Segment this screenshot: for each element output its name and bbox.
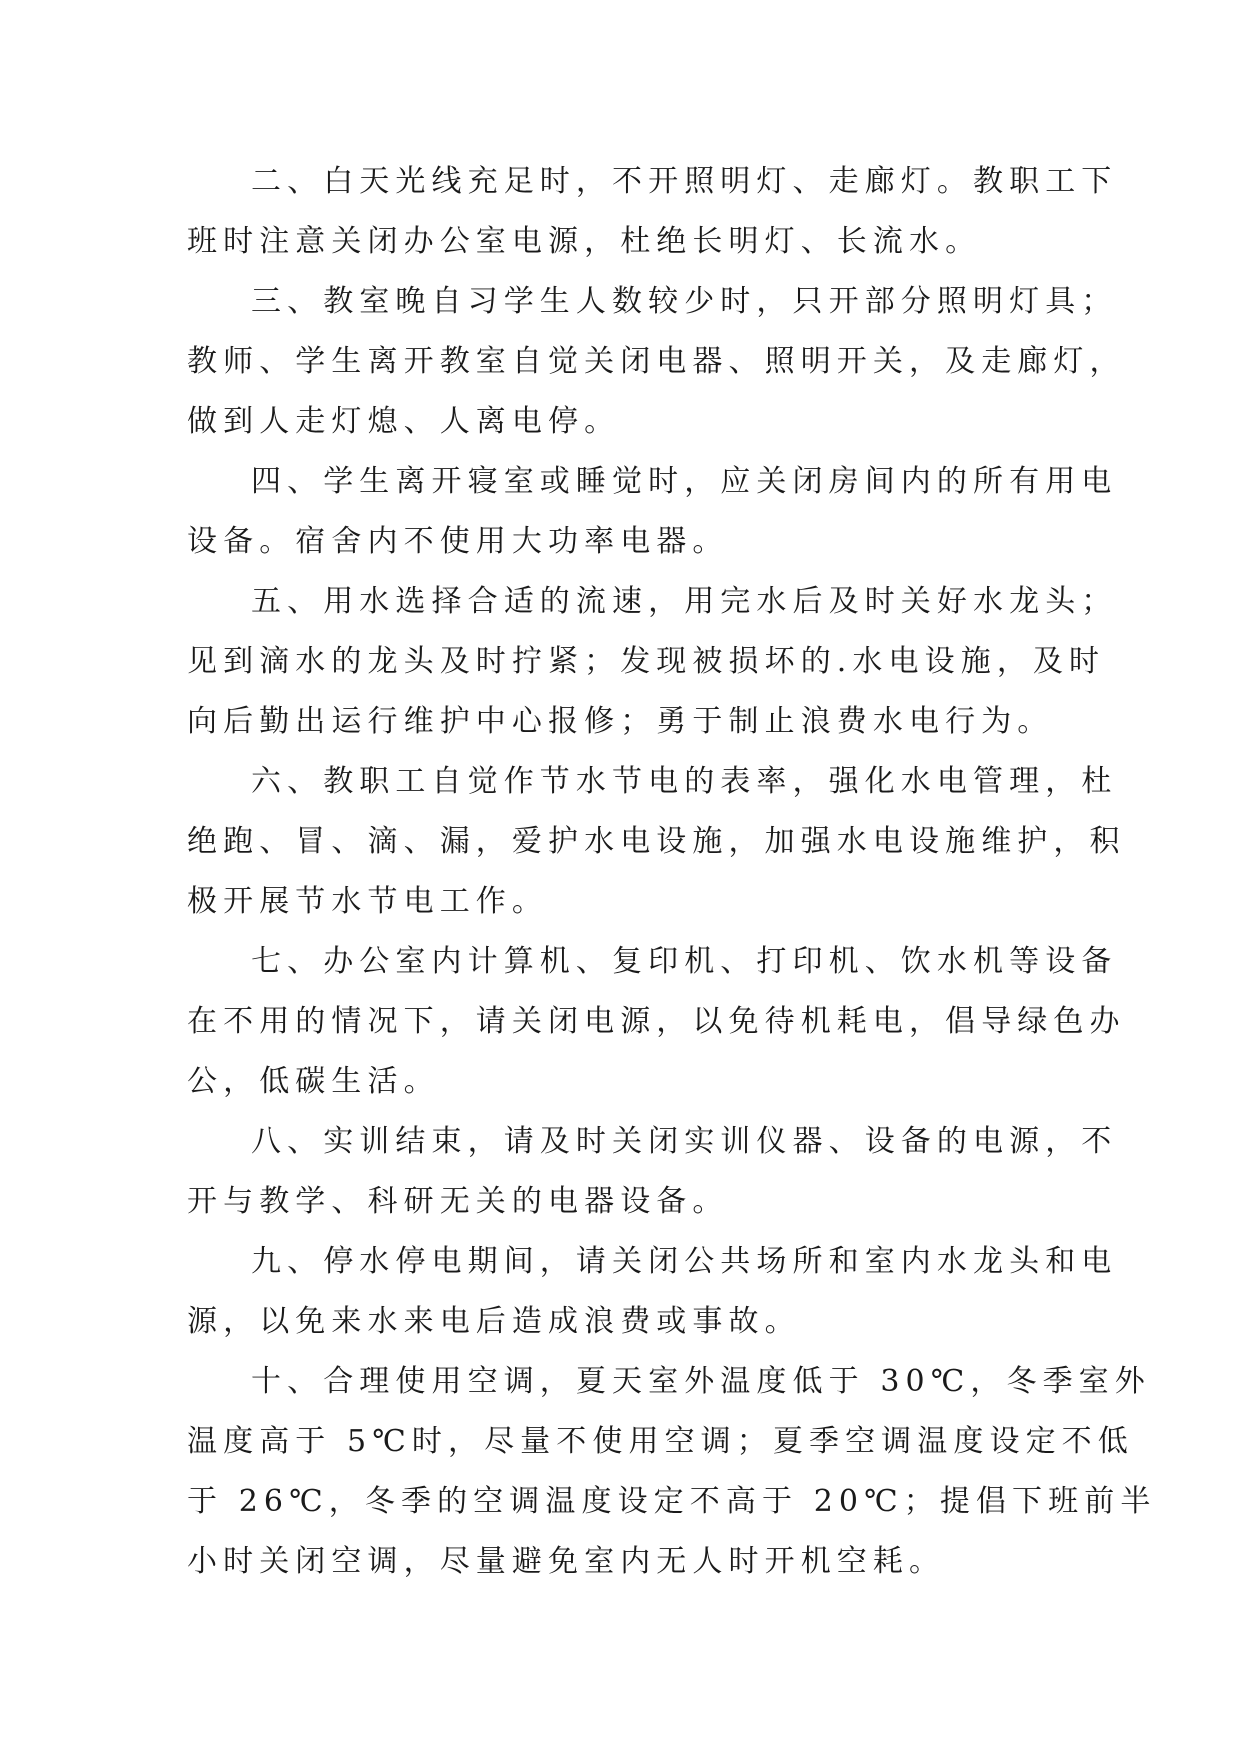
paragraph-3-line-2: 教师、学生离开教室自觉关闭电器、照明开关，及走廊灯， <box>187 344 1126 379</box>
paragraph-5-line-2: 见到滴水的龙头及时拧紧；发现被损坏的.水电设施，及时 <box>187 644 1106 679</box>
paragraph-3-line-3: 做到人走灯熄、人离电停。 <box>187 404 621 439</box>
paragraph-10-line-1: 十、合理使用空调，夏天室外温度低于 30℃，冬季室外 <box>251 1364 1151 1399</box>
paragraph-2-line-1: 二、白天光线充足时，不开照明灯、走廊灯。教职工下 <box>251 164 1118 199</box>
paragraph-5-line-3: 向后勤出运行维护中心报修；勇于制止浪费水电行为。 <box>187 704 1054 739</box>
paragraph-3-line-1: 三、教室晚自习学生人数较少时，只开部分照明灯具； <box>251 284 1118 319</box>
paragraph-7-line-2: 在不用的情况下，请关闭电源，以免待机耗电，倡导绿色办 <box>187 1004 1126 1039</box>
paragraph-10-line-2: 温度高于 5℃时，尽量不使用空调；夏季空调温度设定不低 <box>187 1424 1134 1459</box>
paragraph-9-line-2: 源，以免来水来电后造成浪费或事故。 <box>187 1304 801 1339</box>
paragraph-7-line-3: 公，低碳生活。 <box>187 1064 440 1099</box>
paragraph-5-line-1: 五、用水选择合适的流速，用完水后及时关好水龙头； <box>251 584 1118 619</box>
paragraph-6-line-3: 极开展节水节电工作。 <box>187 884 548 919</box>
document-body <box>187 152 1157 1592</box>
paragraph-8-line-2: 开与教学、科研无关的电器设备。 <box>187 1184 729 1219</box>
paragraph-10-line-3: 于 26℃，冬季的空调温度设定不高于 20℃；提倡下班前半 <box>187 1484 1157 1519</box>
paragraph-2-line-2: 班时注意关闭办公室电源，杜绝长明灯、长流水。 <box>187 224 982 259</box>
paragraph-6-line-2: 绝跑、冒、滴、漏，爱护水电设施，加强水电设施维护，积 <box>187 824 1126 859</box>
paragraph-7-line-1: 七、办公室内计算机、复印机、打印机、饮水机等设备 <box>251 944 1118 979</box>
paragraph-4-line-2: 设备。宿舍内不使用大功率电器。 <box>187 524 729 559</box>
paragraph-6-line-1: 六、教职工自觉作节水节电的表率，强化水电管理，杜 <box>251 764 1118 799</box>
paragraph-4-line-1: 四、学生离开寝室或睡觉时，应关闭房间内的所有用电 <box>251 464 1118 499</box>
paragraph-9-line-1: 九、停水停电期间，请关闭公共场所和室内水龙头和电 <box>251 1244 1118 1279</box>
paragraph-8-line-1: 八、实训结束，请及时关闭实训仪器、设备的电源，不 <box>251 1124 1118 1159</box>
paragraph-10-line-4: 小时关闭空调，尽量避免室内无人时开机空耗。 <box>187 1544 946 1579</box>
